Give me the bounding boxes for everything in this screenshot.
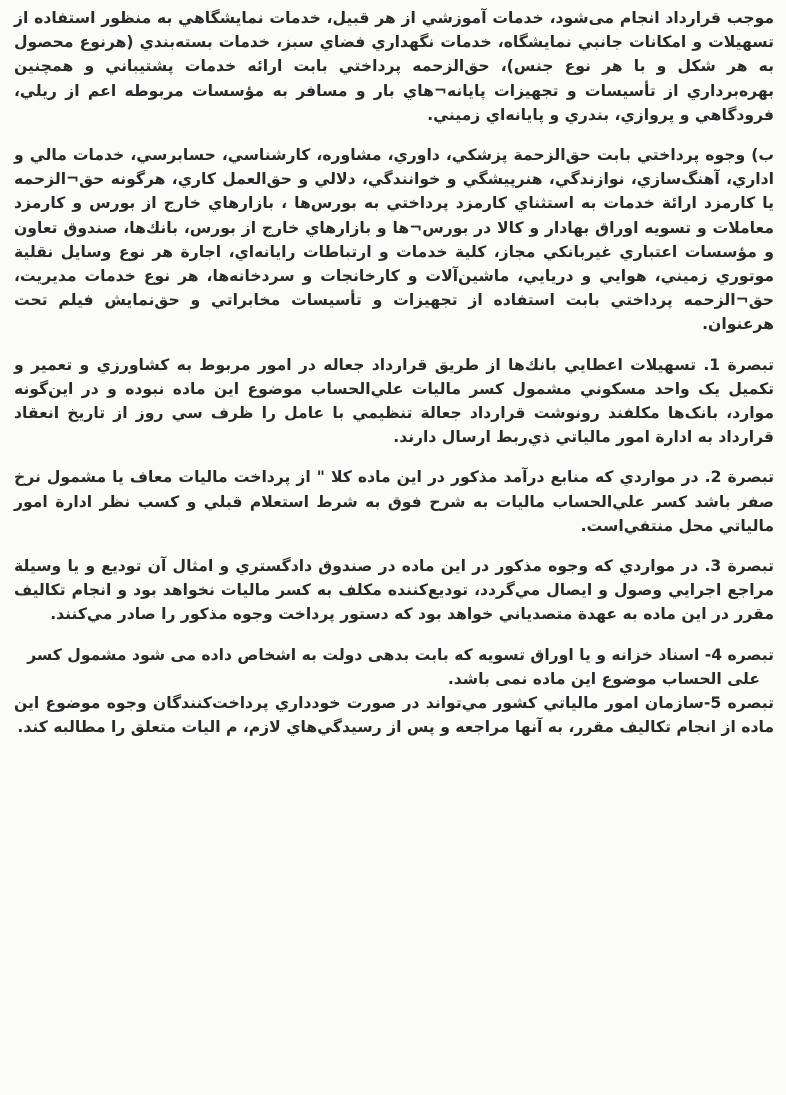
paragraph-services-continuation: موجب قرارداد انجام می‌شود، خدمات آموزشي از هر قبيل، خدمات نمايشگاهي به منظور استفاده از تسهيلات و امكانات جانبي نمايشگاه، خدمات نگهداري فضاي سبز، خدمات بسته‌بندي (هرنوع محصول به هر شكل و با هر نوع جنس)، حق‌الزحمه پرداختي بابت ارائه خدمات پشتيباني و همچنين بهره‌برداري از تأسيسات و تجهيزات پايانه¬هاي بار و مسافر به مؤسسات مربوطه اعم از ريلي، فرودگاهي و پروازي، بندري و پايانه‌اي زميني.: [14, 9, 774, 124]
paragraph-note-4: تبصره 4- اسناد خزانه و يا اوراق تسويه كه بابت بدهی دولت به اشخاص داده می شود مشمول كسر: [27, 645, 774, 664]
paragraph-note-3: تبصرة 3. در مواردي كه وجوه مذكور در اين ماده در صندوق دادگستري و امثال آن توديع و يا وسيلة مراجع اجرايي وصول و ايصال مي‌گردد، توديع‌كننده مكلف به كسر ماليات نخواهد بود و انجام تكاليف مقرر در اين ماده به عهدة متصدياني خواهد بود كه دستور پرداخت وجوه مذكور را صادر مي‌كنند.: [14, 557, 774, 624]
paragraph-note-5: تبصره 5-سازمان امور مالياتي كشور مي‌تواند در صورت خودداري پرداخت‌كنندگان وجوه موضوع اين ماده از انجام تكاليف مقرر، به آنها مراجعه و پس از رسيدگي‌هاي لازم، م اليات متعلق را مطالبه كند.: [14, 694, 774, 737]
paragraph-b-professional-fees: ب) وجوه پرداختي بابت حق‌الزحمة پزشكي، داوري، مشاوره، كارشناسي، حسابرسي، خدمات مالي و اداري، آهنگ‌سازي، نوازندگي، هنرپيشگي و خوانندگي، دلالي و حق‌العمل كاري، هرگونه حق¬الزحمه يا كارمزد ارائة خدمات به استثناي كارمزد پرداختي به بورس‌ها ، بازارهاي خارج از بورس و كارمزد معاملات و تسويه اوراق بهادار و كالا در بورس¬ها و بازارهاي خارج از بورس، بانك‌ها، صندوق تعاون و مؤسسات اعتباري غيربانكي مجاز، كلية خدمات و ارتباطات رايانه‌اي، اجارة هر نوع وسايل نقلية موتوري زميني، هوايي و دريايي، ماشين‌آلات و كارخانجات و سردخانه‌ها، هر نوع خدمات مديريت، حق¬الزحمه پرداختي بابت استفاده از تجهيزات و تأسيسات مخابراتي و حق‌نمايش فيلم تحت هرعنوان.: [14, 146, 774, 334]
paragraph-note-4-continuation: على الحساب موضوع اين ماده نمى باشد.: [447, 669, 760, 688]
paragraph-note-1: تبصرة 1. تسهيلات اعطايي بانك‌ها از طريق قرارداد جعاله در امور مربوط به كشاورزي و تعمير و تكميل يک واحد مسكوني مشمول كسر ماليات علي‌الحساب موضوع اين ماده نبوده و در اين‌گونه موارد، بانک‌ها مكلفند رونوشت قرارداد جعالة تنظيمي با عامل را ظرف سي روز از تاريخ انعقاد قرارداد به ادارة امور مالياتي ذي‌ربط ارسال دارند.: [14, 355, 774, 447]
paragraph-note-2: تبصرة 2. در مواردي كه منابع درآمد مذكور در اين ماده كلا " از پرداخت ماليات معاف يا مشمول نرخ صفر باشد كسر علي‌الحساب ماليات به شرح فوق به شرط استعلام قبلي و كسب نظر ادارة امور مالياتي محل منتفي‌است.: [14, 468, 774, 535]
